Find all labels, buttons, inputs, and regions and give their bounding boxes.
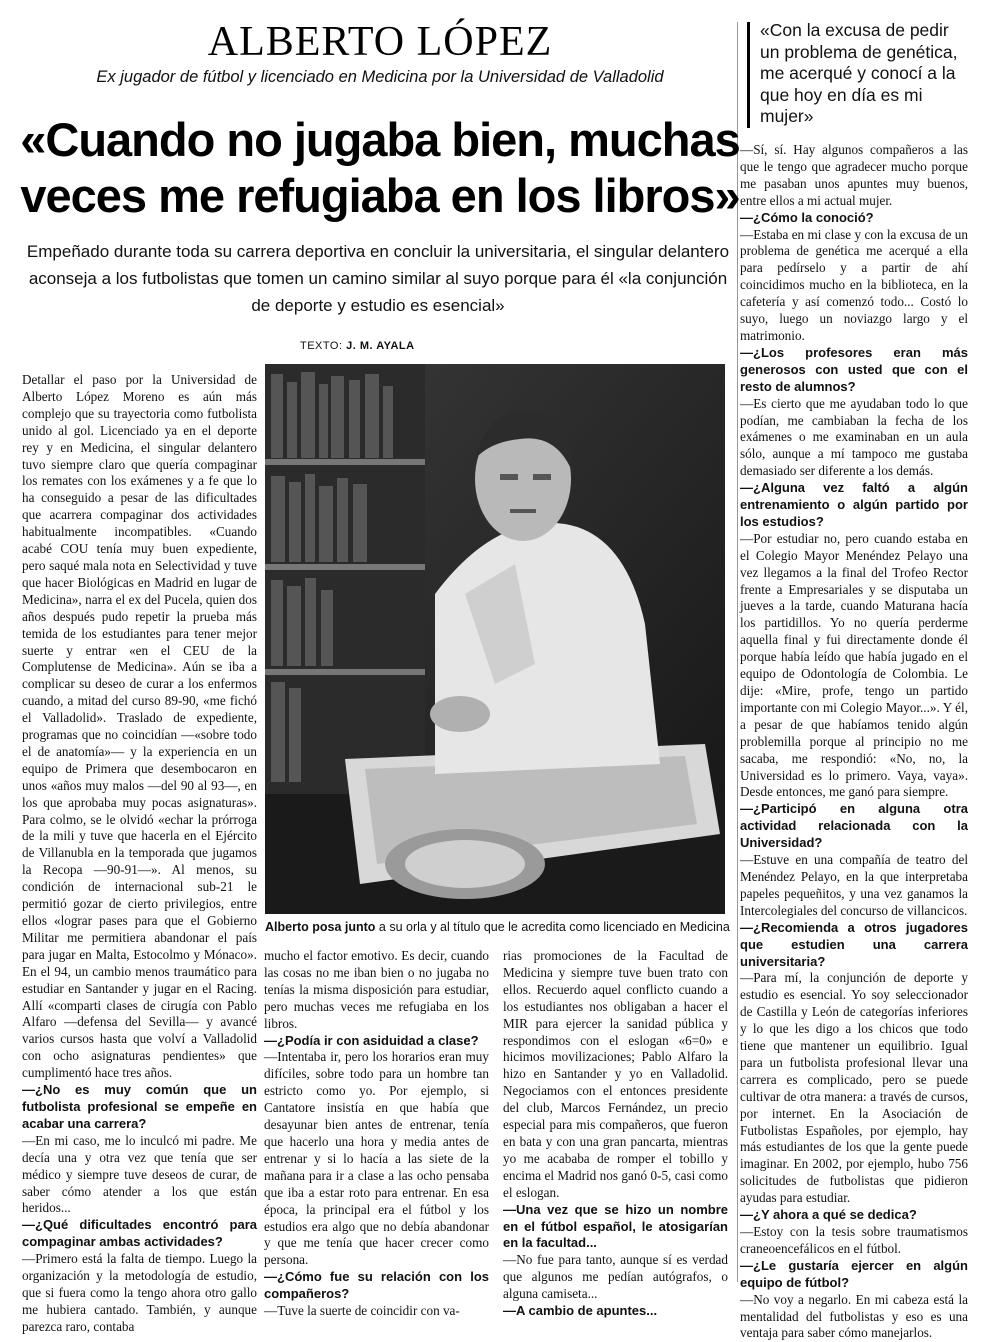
caption-lead: Alberto posa junto <box>265 920 376 934</box>
interview-question: —¿Le gustaría ejercer en algún equipo de fútbol? <box>740 1257 968 1290</box>
interview-question: —¿Recomienda a otros jugadores que estudien una carrera universitaria? <box>740 919 968 969</box>
article-column-1 <box>22 372 257 1336</box>
portrait-photo <box>265 364 725 914</box>
byline <box>300 340 500 352</box>
article-column-4 <box>740 142 968 1342</box>
interview-question: —¿Y ahora a qué se dedica? <box>740 1207 917 1223</box>
interview-question: —A cambio de apuntes... <box>503 1303 658 1319</box>
pullquote: «Con la excusa de pedir un problema de genética, me acerqué y conocí a la que hoy en día es mi mujer» <box>760 20 958 126</box>
interview-question: —¿Qué dificultades encontró para compaginar ambas actividades? <box>22 1217 257 1250</box>
interviewee-name: ALBERTO LÓPEZ <box>207 19 553 65</box>
article-column-2 <box>264 948 489 1320</box>
body-paragraph: —No voy a negarlo. En mi cabeza está la mentalidad del futbolistas y eso es una ventaja para saber cómo manejarlos. <box>740 1291 968 1341</box>
interview-question: —¿No es muy común que un futbolista profesional se empeñe en acabar una carrera? <box>22 1082 257 1131</box>
headline-line-2: veces me refugiaba en los libros» <box>20 169 740 222</box>
byline-author: J. M. AYALA <box>346 340 415 352</box>
body-paragraph: Detallar el paso por la Universidad de Alberto López Moreno es aún más complejo que su trayectoria como futbolista unido al gol. Licenciado ya en el deporte rey y en Medicina, el singular delantero tuvo siempre claro que quería compaginar los remates con los exámenes y a fe que lo ha conseguido a pesar de las dificultades que acarrera compaginar dos actividades habitualmente incompatibles. «Cuando acabé COU tenía muy buen expediente, pero saqué mala nota en Selectividad y tuve que hacer Biológicas en Madrid en lugar de Medicina», narra el ex del Pucela, quien dos años después pudo repetir la prueba más temida de los estudiantes para tener mejor suerte y entrar «en el CEU de la Complutense de Medicina». Aún se iba a complicar su deseo de curar a los enfermos cuando, a mitad del curso 89-90, «me fichó el Valladolid». Traslado de expediente, programas que no coincidían —«sobre todo el de anatomía»— y la experiencia en un equipo de Primera que desembocaron en unos «años muy malos —del 90 al 93—, en los que aprobaba muy pocas asignaturas». Para colmo, se le olvidó «echar la prórroga de la mili y tuve que hacerla en el Ejército de Villanubla en la temporada que jugamos la Recopa —90-91—». Al menos, su condición de internacional sub-21 le permitió gozar de cierto privilegios, entre ellos «lograr pases para que el Gobierno Militar me permitiera abandonar el país para jugar en Malta, Estocolmo y Mónaco». En el 94, un cambio menos traumático para estudiar en Santander y jugar en el Racing. Allí «comparti clases de cirugía con Pablo Alfaro —defensa del Sevilla— y avancé varios cursos hasta que volví a Valladolid con ocho asignaturas pendientes» que cumplimentó hace tres años. <box>22 372 257 1081</box>
body-paragraph: —Primero está la falta de tiempo. Luego la organización y la metodología de estudio, que si fuera como la tengo ahora otro gallo me hubiera cantado. También, y aunque parezca raro, contaba <box>22 1251 257 1334</box>
body-paragraph: —Para mí, la conjunción de deporte y estudio es esencial. Yo soy seleccionador de Castilla y León de categorías inferiores y lo que les digo a los chicos que todo tiene que mantener un equilibrio. Igual para un futbolista profesional llevar una carrera es complicado, pero se puede cultivar de otra manera: a través de cursos, por internet. En la Asociación de Futbolistas Españoles, por ejemplo, hay más estudiantes de los que la gente puede imaginar. En 2002, por ejemplo, hubo 756 solicitudes de futbolistas que pidieron ayudas para estudiar. <box>740 970 968 1206</box>
interview-question: —¿Podía ir con asiduidad a clase? <box>264 1032 479 1048</box>
body-paragraph: —En mi caso, me lo inculcó mi padre. Me decía una y otra vez que tenía que ser médico y siempre tuve deseos de curar, de saber cómo atender a los que están heridos... <box>22 1132 257 1216</box>
body-paragraph: —Tuve la suerte de coincidir con va- <box>264 1303 460 1319</box>
article-headline <box>20 112 740 224</box>
byline-label: TEXTO: <box>300 340 343 352</box>
photo-caption <box>265 920 735 934</box>
interview-question: —Una vez que se hizo un nombre en el fútbol español, le atosigarían en la facultad... <box>503 1201 728 1251</box>
body-paragraph: —No fue para tanto, aunque sí es verdad que algunos me pedían autógrafos, o alguna camiseta... <box>503 1252 728 1302</box>
interview-question: —¿Los profesores eran más generosos con usted que con el resto de alumnos? <box>740 344 968 394</box>
pullquote-bar <box>747 22 750 128</box>
body-paragraph: rias promociones de la Facultad de Medicina y siempre tuve buen trato con ellos. Recuerdo aquel conflicto cuando a los estudiantes nos obligaban a hacer el MIR para ejercer la sanidad pública y respondimos con el eslogan «6=0» e hicimos movilizaciones; Pablo Alfaro la hizo en Santander y yo en Valladolid. Negociamos con el entonces presidente del club, Marcos Fernández, un precio especial para mis compañeros, que fueron en bata y con una gran pancarta, mientras yo me acababa de romper el tobillo y encima el Madrid nos ganó 0-5, casi como el eslogan. <box>503 948 728 1200</box>
interview-question: —¿Participó en alguna otra actividad relacionada con la Universidad? <box>740 801 968 851</box>
body-paragraph: —Estuve en una compañía de teatro del Menéndez Pelayo, en la que interpretaba papeles pequeñitos, y una vez ganamos la Intercolegiales del concurso de villancicos. <box>740 852 968 918</box>
caption-text: a su orla y al título que le acredita como licenciado en Medicina <box>378 920 730 934</box>
body-paragraph: —Estoy con la tesis sobre traumatismos craneoencefálicos en el fútbol. <box>740 1224 968 1256</box>
interviewee-profile: Ex jugador de fútbol y licenciado en Medicina por la Universidad de Valladolid <box>96 68 664 86</box>
interview-question: —¿Cómo la conoció? <box>740 209 874 225</box>
interview-question: —¿Alguna vez faltó a algún entrenamiento o algún partido por los estudios? <box>740 480 968 529</box>
photo-illustration <box>265 364 725 914</box>
article-dek: Empeñado durante toda su carrera deportiva en concluir la universitaria, el singular delantero aconseja a los futbolistas que tomen un camino similar al suyo porque para él «la conjunción de deporte y estudio es esencial» <box>26 242 730 315</box>
body-paragraph: —Por estudiar no, pero cuando estaba en el Colegio Mayor Menéndez Pelayo una vez llegamos a la final del Trofeo Rector frente a Empresariales y se disputaba un jueves a la tarde, cuando Maturana hacía los partidillos. Yo no quería perderme aquella final y fui directamente donde él porque había leído que había jugado en el equipo de Odontología de Colombia. Le dije: «Mire, profe, tengo un partido importante con mi Colegio Mayor...». Y él, a pesar de que habíamos tenido algún problemilla porque al principio no me sacaba, me respondió: «No, no, la Universidad es lo primero. Vaya, vaya». Desde entonces, me ganó para siempre. <box>740 530 968 800</box>
body-paragraph: —Estaba en mi clase y con la excusa de un problema de genética me acerqué a ella para pedírselo y a partir de ahí coincidimos mucho en la biblioteca, en la cafetería y así comenzó todo... Costó lo suyo, luego un noviazgo largo y el matrimonio. <box>740 226 968 343</box>
headline-line-1: «Cuando no jugaba bien, muchas <box>20 113 740 166</box>
body-paragraph: mucho el factor emotivo. Es decir, cuando las cosas no me iban bien o no jugaba no tenías la misma disposición para estudiar, pero muchas veces me refugiaba en los libros. <box>264 948 489 1031</box>
article-column-3 <box>503 948 728 1320</box>
body-paragraph: —Es cierto que me ayudaban todo lo que podían, me cambiaban la fecha de los exámenes o me examinaban en un aula sólo, aunque a mí tampoco me gustaba demasiado ser diferente a los demás. <box>740 395 968 479</box>
interview-question: —¿Cómo fue su relación con los compañeros? <box>264 1269 489 1302</box>
body-paragraph: —Sí, sí. Hay algunos compañeros a las que le tengo que agradecer mucho porque me pasaban unos apuntes muy buenos, entre ellos a mi actual mujer. <box>740 142 968 208</box>
body-paragraph: —Intentaba ir, pero los horarios eran muy difíciles, sobre todo para un hombre tan estricto como yo. Por ejemplo, si Cantatore insistía en que había que desayunar bien antes de entrenar, tenía que hacerlo una hora y media antes de entrenar y si lo hacía a las siete de la mañana para ir a clase a las ocho pensaba que iba a estar roto para entrenar. En esa época, la principal era el fútbol y los estudios era algo que no debía abandonar y que me tenía que hacer crecer como persona. <box>264 1049 489 1268</box>
